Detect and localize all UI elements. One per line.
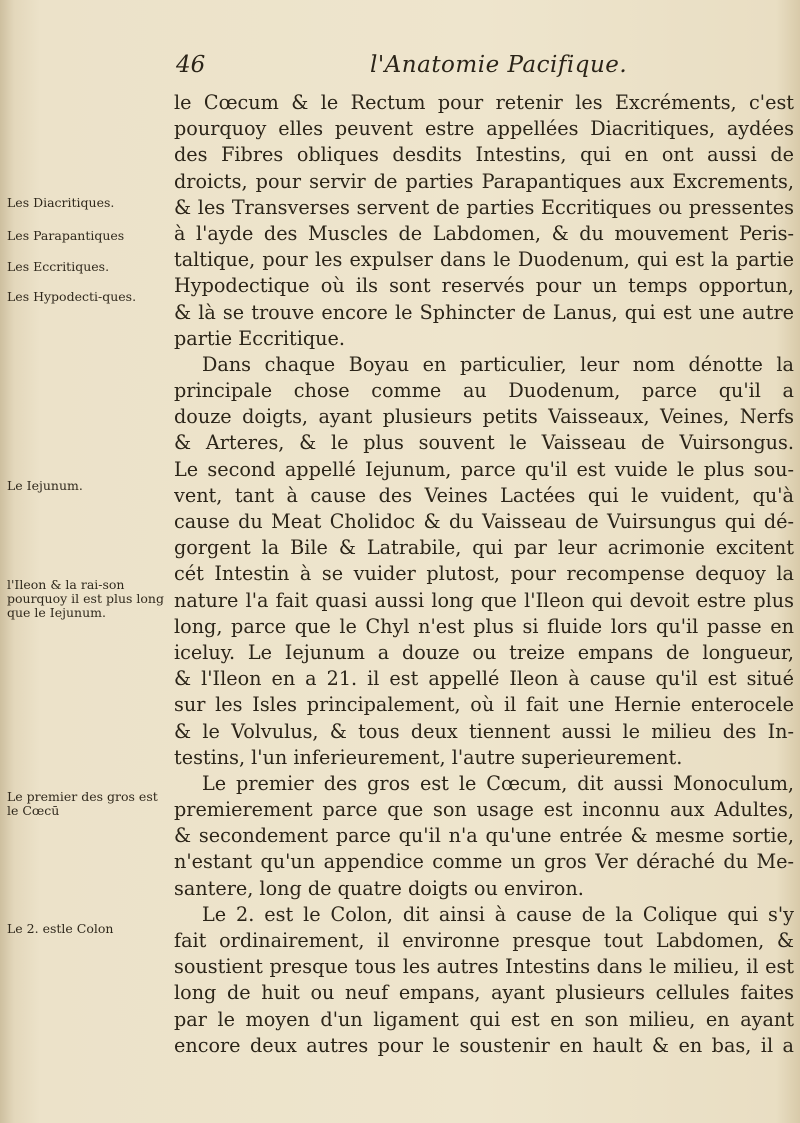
margin-note: Le 2. estle Colon bbox=[7, 921, 114, 936]
margin-note: Les Hypodecti-ques. bbox=[7, 289, 137, 304]
margin-note: Les Parapantiques bbox=[7, 228, 125, 243]
text-line: cét Intestin à se vuider plutost, pour recompense dequoy la bbox=[174, 562, 794, 586]
margin-note: Le Iejunum. bbox=[7, 478, 83, 493]
text-line: premierement parce que son usage est inconnu aux Adultes, bbox=[174, 798, 794, 822]
text-line: vent, tant à cause des Veines Lactées qui le vuident, qu'à bbox=[174, 483, 794, 507]
text-line: le Cœcum & le Rectum pour retenir les Excréments, c'est bbox=[174, 91, 794, 114]
text-line: principale chose comme au Duodenum, parce qu'il a bbox=[174, 379, 794, 403]
page-number: 46 bbox=[176, 52, 206, 78]
text-line: nature l'a fait quasi aussi long que l'Ileon qui devoit estre plus bbox=[174, 588, 794, 612]
text-line: n'estant qu'un appendice comme un gros Ver déraché du Me- bbox=[174, 850, 794, 874]
margin-note: Le premier des gros est le Cœcū bbox=[7, 789, 158, 818]
text-line: fait ordinairement, il environne presque tout Labdomen, & bbox=[174, 929, 794, 952]
text-line: long, parce que le Chyl n'est plus si fluide lors qu'il passe en bbox=[174, 614, 794, 638]
text-line: des Fibres obliques desdits Intestins, qui en ont aussi de bbox=[174, 143, 794, 167]
text-line: & là se trouve encore le Sphincter de Lanus, qui est une autre bbox=[174, 300, 794, 324]
text-line: douze doigts, ayant plusieurs petits Vaisseaux, Veines, Nerfs bbox=[174, 405, 794, 429]
text-line: sur les Isles principalement, où il fait une Hernie enterocele bbox=[174, 693, 794, 717]
text-line: taltique, pour les expulser dans le Duodenum, qui est la partie bbox=[174, 248, 794, 272]
text-line: santere, long de quatre doigts ou environ. bbox=[174, 876, 584, 900]
text-line: Le second appellé Iejunum, parce qu'il est vuide le plus sou- bbox=[174, 457, 794, 481]
text-line: & Arteres, & le plus souvent le Vaisseau de Vuirsongus. bbox=[174, 431, 794, 455]
margin-note: l'Ileon & la rai-son pourquoy il est plus long que le Iejunum. bbox=[7, 577, 164, 620]
text-line: long de huit ou neuf empans, ayant plusieurs cellules faites bbox=[174, 981, 794, 1005]
text-line: & secondement parce qu'il n'a qu'une entrée & mesme sortie, bbox=[174, 824, 794, 848]
text-line: & l'Ileon en a 21. il est appellé Ileon à cause qu'il est situé bbox=[174, 667, 794, 691]
text-line: gorgent la Bile & Latrabile, qui par leur acrimonie excitent bbox=[174, 536, 794, 560]
margin-note: Les Eccritiques. bbox=[7, 259, 110, 274]
text-line: & le Volvulus, & tous deux tiennent aussi le milieu des In- bbox=[174, 719, 794, 743]
margin-note: Les Diacritiques. bbox=[7, 195, 115, 210]
text-line: Le 2. est le Colon, dit ainsi à cause de la Colique qui s'y bbox=[202, 902, 794, 926]
text-line: par le moyen d'un ligament qui est en son milieu, en ayant bbox=[174, 1007, 794, 1031]
body-text bbox=[174, 90, 794, 1059]
text-line: testins, l'un inferieurement, l'autre superieurement. bbox=[174, 745, 683, 769]
text-line: encore deux autres pour le soustenir en hault & en bas, il a bbox=[174, 1033, 794, 1057]
text-line: droicts, pour servir de parties Parapantiques aux Excrements, bbox=[174, 169, 794, 193]
text-line: Hypodectique où ils sont reservés pour un temps opportun, bbox=[174, 274, 794, 298]
text-line: Dans chaque Boyau en particulier, leur nom dénotte la bbox=[202, 352, 794, 376]
margin-notes bbox=[0, 0, 170, 1123]
text-line: Le premier des gros est le Cœcum, dit aussi Monoculum, bbox=[202, 771, 794, 795]
text-line: & les Transverses servent de parties Eccritiques ou pressentes bbox=[174, 195, 794, 219]
text-line: iceluy. Le Iejunum a douze ou treize empans de longueur, bbox=[174, 640, 794, 664]
text-line: à l'ayde des Muscles de Labdomen, & du mouvement Peris- bbox=[174, 221, 794, 245]
text-line: pourquoy elles peuvent estre appellées Diacritiques, aydées bbox=[174, 117, 794, 141]
text-line: partie Eccritique. bbox=[174, 326, 345, 350]
text-line: soustient presque tous les autres Intestins dans le milieu, il est bbox=[174, 955, 794, 979]
running-title: l'Anatomie Pacifique. bbox=[370, 52, 628, 78]
text-line: cause du Meat Cholidoc & du Vaisseau de Vuirsungus qui dé- bbox=[174, 510, 794, 533]
